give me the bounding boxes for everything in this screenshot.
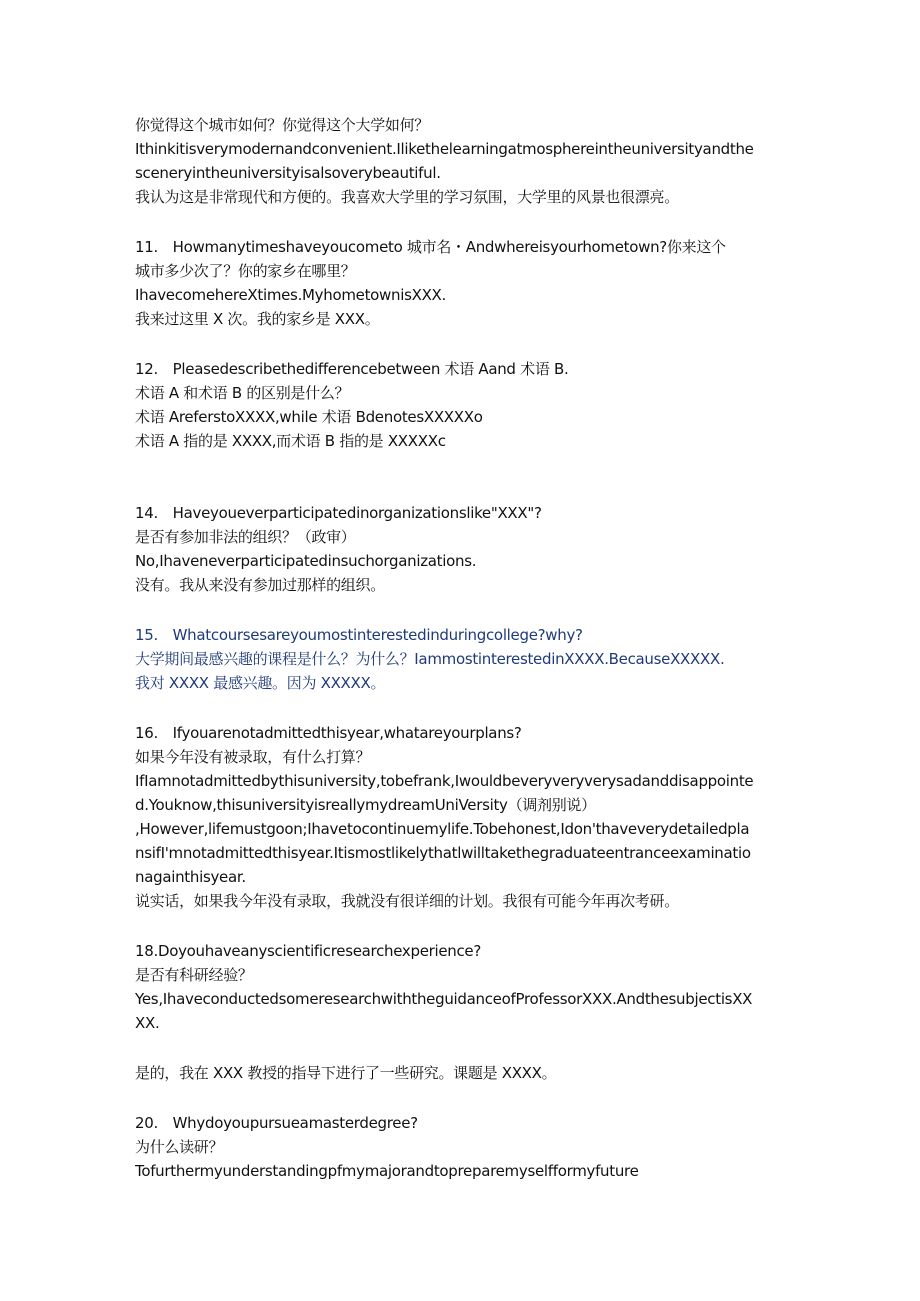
question-zh: 为什么读研？	[135, 1138, 224, 1156]
answer-zh: 术语 A 指的是 XXXX,而术语 B 指的是 XXXXXc	[135, 432, 446, 450]
qa-block-15	[135, 623, 810, 695]
answer-zh: 没有。我从来没有参加过那样的组织。	[135, 576, 385, 594]
answer-en: No,Ihaveneverparticipatedinsuchorganizations.	[135, 552, 477, 570]
answer-en: 术语 AreferstoXXXX,while 术语 BdenotesXXXXXo	[135, 408, 483, 426]
answer-zh: 我对 XXXX 最感兴趣。因为 XXXXX。	[135, 674, 386, 692]
question-zh: 城市多少次了？你的家乡在哪里？	[135, 262, 356, 280]
qa-block-18	[135, 939, 810, 1035]
answer-zh: 我认为这是非常现代和方便的。我喜欢大学里的学习氛围，大学里的风景也很漂亮。	[135, 188, 679, 206]
answer-en: Tofurthermyunderstandingpfmymajorandtopreparemyselfformyfuture	[135, 1162, 639, 1180]
question-en: 15. Whatcoursesareyoumostinterestedinduringcollege?why?	[135, 626, 583, 644]
qa-block-city	[135, 113, 810, 209]
question-zh: 是否有参加非法的组织？（政审）	[135, 528, 356, 546]
answer-en: sceneryintheuniversityisalsoverybeautiful.	[135, 164, 441, 182]
question-en: 11. Howmanytimeshaveyoucometo 城市名・Andwhereisyourhometown?你来这个	[135, 238, 726, 256]
question-en: 16. Ifyouarenotadmittedthisyear,whatareyourplans?	[135, 724, 522, 742]
question-zh: 术语 A 和术语 B 的区别是什么？	[135, 384, 350, 402]
qa-block-16	[135, 721, 810, 913]
answer-en: ,However,lifemustgoon;Ihavetocontinuemylife.Tobehonest,Idon'thaveverydetailedpla	[135, 820, 750, 838]
question-en: 14. Haveyoueverparticipatedinorganizationslike"XXX"?	[135, 504, 542, 522]
answer-en: IhavecomehereXtimes.MyhometownisXXX.	[135, 286, 446, 304]
answer-en: IfIamnotadmittedbythisuniversity,tobefrank,Iwouldbeveryveryverysadanddisappointe	[135, 772, 754, 790]
question-en: 12. Pleasedescribethedifferencebetween 术语 Aand 术语 B.	[135, 360, 569, 378]
answer-en: Ithinkitisverymodernandconvenient.Ilikethelearningatmosphereintheuniversityandthe	[135, 140, 754, 158]
question-zh: 你觉得这个城市如何？你觉得这个大学如何？	[135, 116, 430, 134]
question-en: 18.Doyouhaveanyscientificresearchexperience?	[135, 942, 482, 960]
qa-block-12	[135, 357, 810, 453]
answer-en: nagainthisyear.	[135, 868, 246, 886]
answer-zh: 是的，我在 XXX 教授的指导下进行了一些研究。课题是 XXXX。	[135, 1064, 557, 1082]
question-en: 20. Whydoyoupursueamasterdegree?	[135, 1114, 418, 1132]
answer-en: d.Youknow,thisuniversityisreallymydreamUniVersity（调剂别说）	[135, 796, 596, 814]
qa-block-14	[135, 501, 810, 597]
qa-block-18-zh	[135, 1061, 810, 1085]
question-zh: 如果今年没有被录取，有什么打算？	[135, 748, 371, 766]
answer-zh: 说实话，如果我今年没有录取，我就没有很详细的计划。我很有可能今年再次考研。	[135, 892, 679, 910]
answer-en: nsifI'mnotadmittedthisyear.Itismostlikelythatlwilltakethegraduateentranceexaminatio	[135, 844, 751, 862]
qa-block-11	[135, 235, 810, 331]
question-zh-answer-en: 大学期间最感兴趣的课程是什么？为什么？IammostinterestedinXXXX.BecauseXXXXX.	[135, 650, 725, 668]
qa-block-20	[135, 1111, 810, 1183]
answer-en: Yes,IhaveconductedsomeresearchwiththeguidanceofProfessorXXX.AndthesubjectisXX	[135, 990, 753, 1008]
answer-en: XX.	[135, 1014, 160, 1032]
answer-zh: 我来过这里 X 次。我的家乡是 XXX。	[135, 310, 380, 328]
question-zh: 是否有科研经验？	[135, 966, 253, 984]
